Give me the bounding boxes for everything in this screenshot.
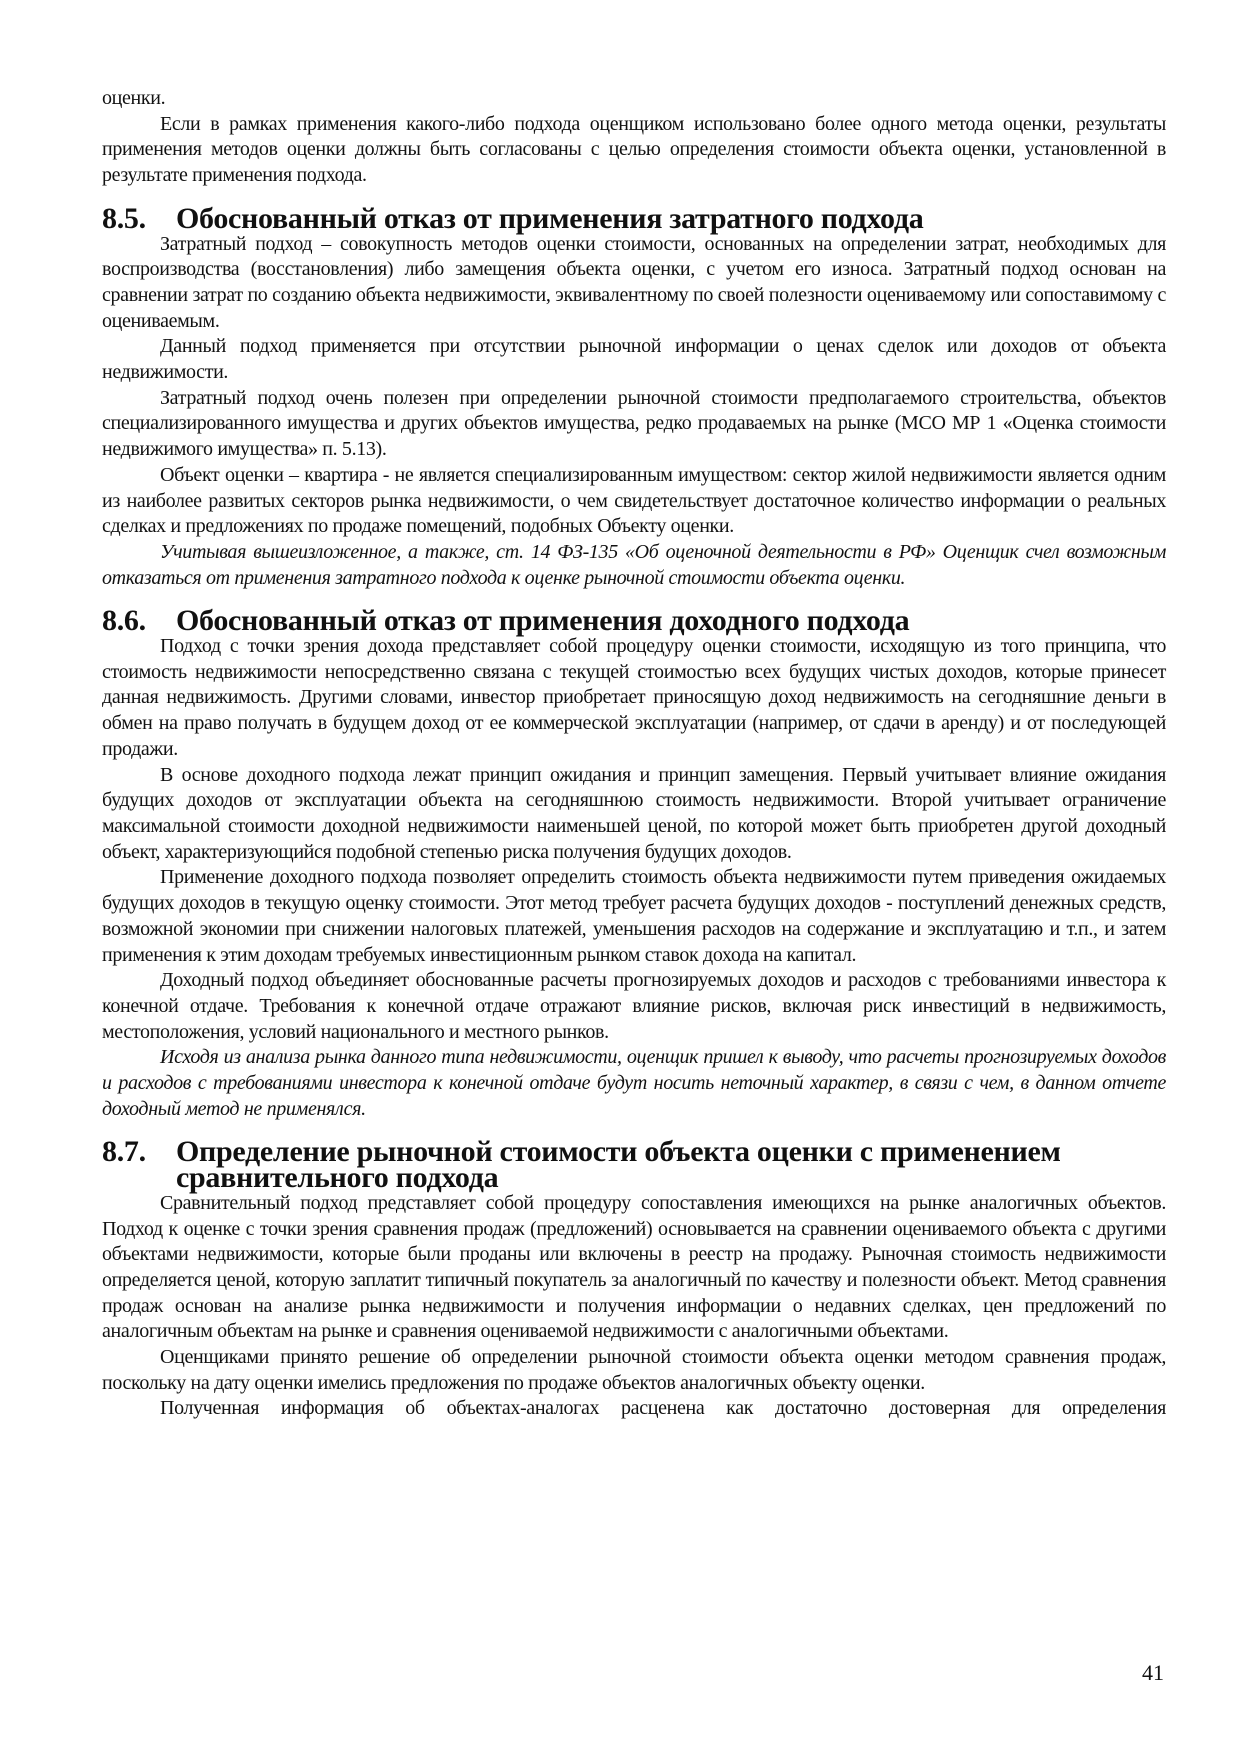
intro-block: [102, 86, 1166, 189]
paragraph: оценки.: [102, 87, 166, 109]
paragraph: Если в рамках применения какого-либо подхода оценщиком использовано более одного метода оценки, результаты применения методов оценки должны быть согласованы с целью определения стоимости объекта оценки, установленной в результате применения подхода.: [102, 112, 1166, 187]
conclusion-paragraph: Исходя из анализа рынка данного типа недвижимости, оценщик пришел к выводу, что расчеты прогнозируемых доходов и расходов с требованиями инвестора к конечной отдаче будут носить неточный характер, в связи с чем, в данном отчете доходный метод не применялся.: [102, 1046, 1166, 1120]
section-8-5: [102, 201, 1166, 592]
paragraph: Подход с точки зрения дохода представляет собой процедуру оценки стоимости, исходящую из того принципа, что стоимость недвижимости непосредственно связана с текущей стоимостью всех будущих чистых доходов, которые принесет данная недвижимость. Другими словами, инвестор приобретает приносящую доход недвижимость на сегодняшние деньги в обмен на право получать в будущем доход от ее коммерческой эксплуатации (например, от сдачи в аренду) и от последующей продажи.: [102, 635, 1166, 760]
section-title: Обоснованный отказ от применения затратного подхода: [176, 201, 924, 235]
paragraph: Сравнительный подход представляет собой процедуру сопоставления имеющихся на рынке аналогичных объектов. Подход к оценке с точки зрения сравнения продаж (предложений) основывается на сравнении оцениваемого объекта с другими объектами недвижимости, которые были проданы или включены в реестр на продажу. Рыночная стоимость недвижимости определяется ценой, которую заплатит типичный покупатель за аналогичный по качеству и полезности объект. Метод сравнения продаж основан на анализе рынка недвижимости и получения информации о недавних сделках, цен предложений по аналогичным объектам на рынке и сравнения оцениваемой недвижимости с аналогичными объектами.: [102, 1191, 1166, 1343]
paragraph: В основе доходного подхода лежат принцип ожидания и принцип замещения. Первый учитывает влияние ожидания будущих доходов от эксплуатации объекта на сегодняшнюю стоимость недвижимости. Второй учитывает ограничение максимальной стоимости доходной недвижимости наименьшей ценой, по которой может быть приобретен другой доходный объект, характеризующийся подобной степенью риска получения будущих доходов.: [102, 763, 1166, 863]
paragraph: Затратный подход очень полезен при определении рыночной стоимости предполагаемого строительства, объектов специализированного имущества и других объектов имущества, редко продаваемых на рынке (МСО МР 1 «Оценка стоимости недвижимого имущества» п. 5.13).: [102, 386, 1166, 461]
paragraph: Затратный подход – совокупность методов оценки стоимости, основанных на определении затрат, необходимых для воспроизводства (восстановления) либо замещения объекта оценки, с учетом его износа. Затратный подход основан на сравнении затрат по созданию объекта недвижимости, эквивалентному по своей полезности оцениваемому или сопоставимому с оцениваемым.: [102, 232, 1166, 332]
paragraph: Полученная информация об объектах-аналогах расценена как достаточно достоверная для определения: [160, 1397, 1166, 1420]
section-number: 8.7.: [102, 1135, 146, 1169]
paragraph: Применение доходного подхода позволяет определить стоимость объекта недвижимости путем приведения ожидаемых будущих доходов в текущую оценку стоимости. Этот метод требует расчета будущих доходов - поступлений денежных средств, возможной экономии при снижении налоговых платежей, уменьшения расходов на содержание и эксплуатацию и т.п., и затем применения к этим доходам требуемых инвестиционным рынком ставок дохода на капитал.: [102, 866, 1166, 966]
section-heading: [102, 201, 1166, 235]
section-number: 8.5.: [102, 201, 146, 235]
section-title: Определение рыночной стоимости объекта оценки с применением сравнительного подхода: [176, 1135, 1061, 1195]
paragraph: Данный подход применяется при отсутствии рыночной информации о ценах сделок или доходов от объекта недвижимости.: [102, 335, 1166, 384]
page-number: 41: [1142, 1660, 1164, 1685]
section-8-6: [102, 604, 1166, 1122]
section-heading: [102, 1135, 1166, 1195]
section-heading: [102, 604, 1166, 638]
conclusion-paragraph: Учитывая вышеизложенное, а также, ст. 14 ФЗ-135 «Об оценочной деятельности в РФ» Оценщик счел возможным отказаться от применения затратного подхода к оценке рыночной стоимости объекта оценки.: [102, 540, 1166, 589]
paragraph: Оценщиками принято решение об определении рыночной стоимости объекта оценки методом сравнения продаж, поскольку на дату оценки имелись предложения по продаже объектов аналогичных объекту оценки.: [102, 1346, 1166, 1394]
section-number: 8.6.: [102, 604, 146, 638]
paragraph: Доходный подход объединяет обоснованные расчеты прогнозируемых доходов и расходов с требованиями инвестора к конечной отдаче. Требования к конечной отдаче отражают влияние рисков, включая риск инвестиций в недвижимость, местоположения, условий национального и местного рынков.: [102, 969, 1166, 1043]
section-title: Обоснованный отказ от применения доходного подхода: [176, 604, 910, 638]
document-page: [102, 86, 1166, 1422]
paragraph: Объект оценки – квартира - не является специализированным имуществом: сектор жилой недвижимости является одним из наиболее развитых секторов рынка недвижимости, о чем свидетельствует достаточное количество информации о реальных сделках и предложениях по продаже помещений, подобных Объекту оценки.: [102, 463, 1166, 538]
section-8-7: [102, 1135, 1166, 1422]
